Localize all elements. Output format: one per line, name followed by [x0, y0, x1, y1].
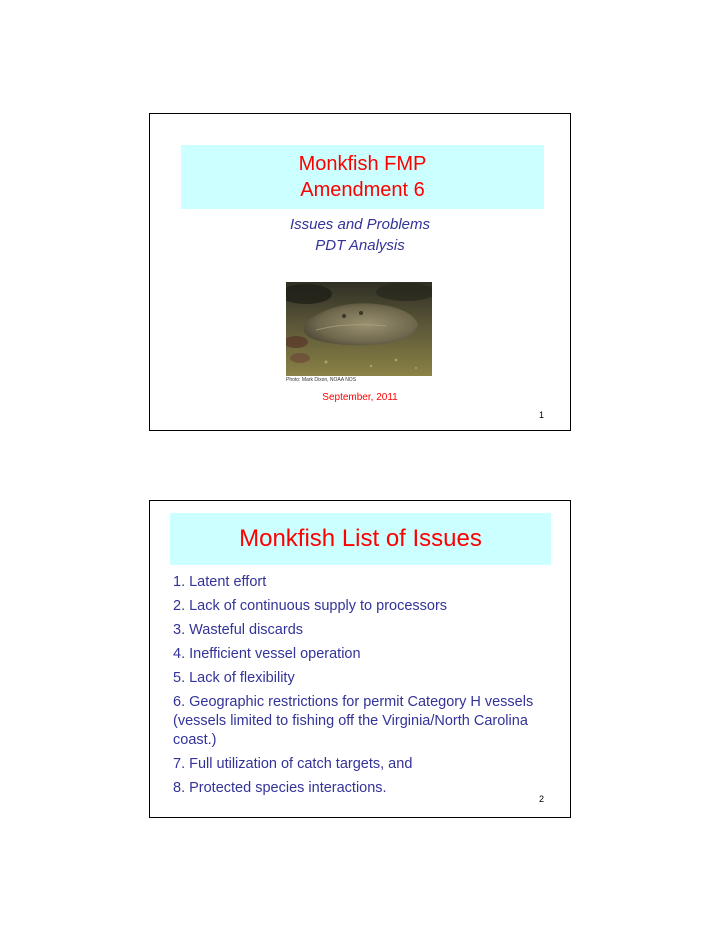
slide-1-subtitle-line-2: PDT Analysis: [315, 237, 405, 254]
slide-1-page-number: 1: [538, 410, 544, 420]
issue-item: 1. Latent effort: [173, 574, 267, 590]
slide-2-page-number: 2: [538, 794, 544, 804]
photo-credit: Photo: Mark Dixon, NOAA NOS: [286, 377, 357, 383]
issue-item: 8. Protected species interactions.: [173, 780, 387, 796]
slide-1-title-line-1: Monkfish FMP: [298, 153, 427, 175]
slide-1-date: September, 2011: [322, 392, 398, 403]
issue-item: 2. Lack of continuous supply to processors: [173, 598, 448, 614]
issue-item: 3. Wasteful discards: [173, 622, 304, 638]
slide-1-title-line-2: Amendment 6: [300, 179, 425, 201]
slide-1-title-box: [181, 145, 544, 209]
issue-item: 6. Geographic restrictions for permit Category H vessels (vessels limited to fishing off the Virginia/North Carolina coast.): [173, 694, 534, 748]
monkfish-photo: [286, 282, 432, 376]
slide-2-title: Monkfish List of Issues: [170, 513, 551, 565]
issue-item: 4. Inefficient vessel operation: [173, 646, 361, 662]
issue-item: 7. Full utilization of catch targets, and: [173, 756, 413, 772]
slide-1-subtitle-line-1: Issues and Problems: [289, 216, 431, 233]
issues-list: [173, 573, 553, 803]
slide-1: [149, 113, 571, 431]
slide-2: [149, 500, 571, 818]
issue-item: 5. Lack of flexibility: [173, 670, 295, 686]
